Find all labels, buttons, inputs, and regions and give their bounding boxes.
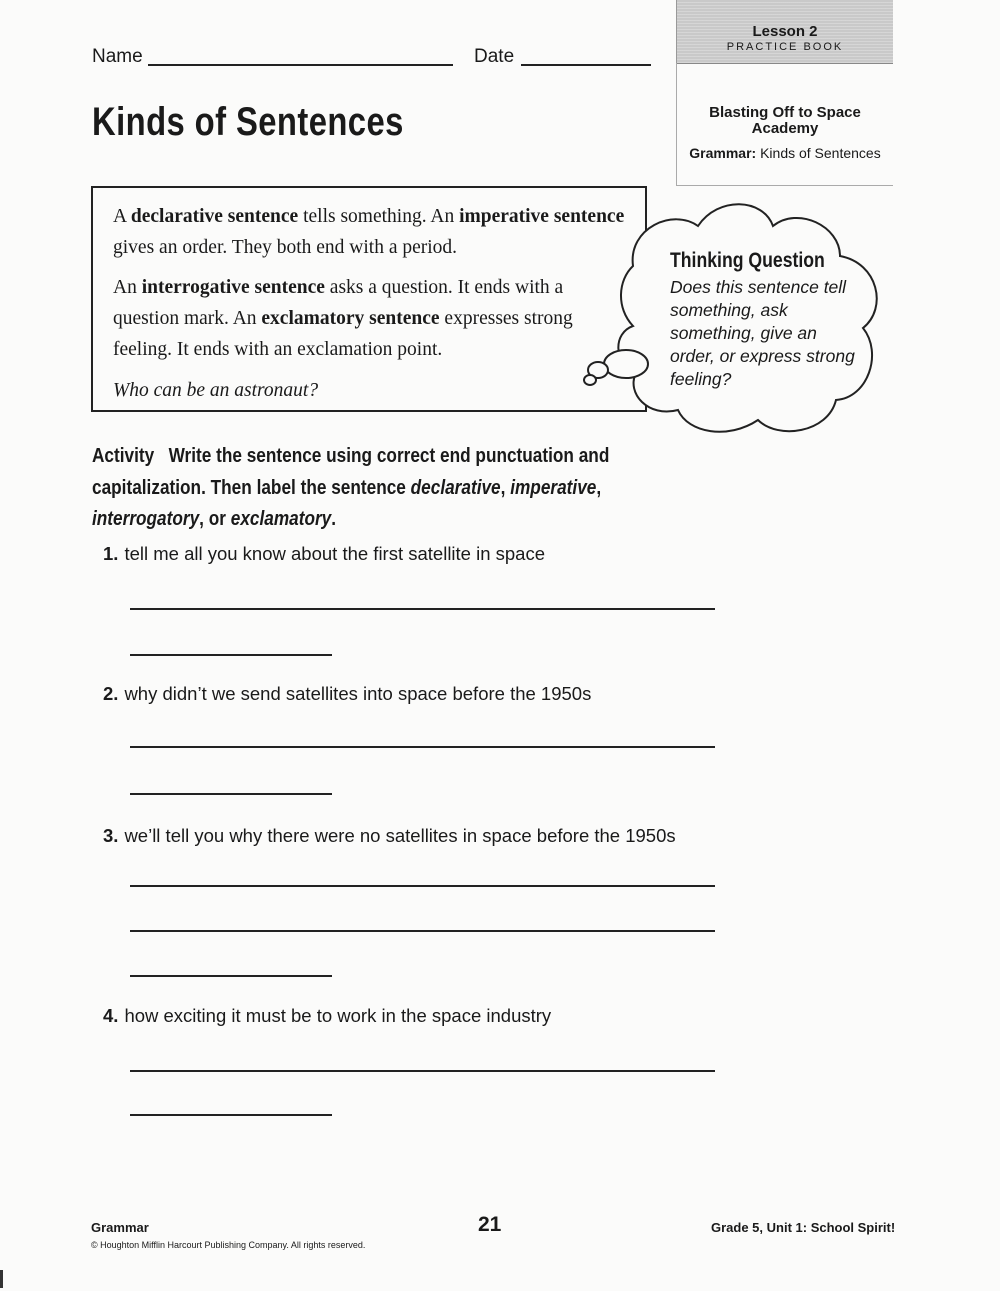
story-title-line2: Academy xyxy=(751,120,819,137)
question-number: 2. xyxy=(103,683,119,704)
question-text: we’ll tell you why there were no satellites in space before the 1950s xyxy=(124,825,676,846)
rule-text: A xyxy=(113,206,131,227)
separator: , or xyxy=(199,507,231,530)
activity-instructions xyxy=(92,440,610,535)
thinking-question-body: Does this sentence tell something, ask something, give an order, or express strong feeling? xyxy=(670,277,855,389)
answer-line-1b[interactable] xyxy=(130,654,332,656)
name-label: Name xyxy=(92,46,143,67)
activity-text: Write the sentence using correct end punctuation and capitalization. Then label the sentence xyxy=(92,444,610,499)
question-2 xyxy=(103,683,591,705)
footer-copyright: © Houghton Mifflin Harcourt Publishing Company. All rights reserved. xyxy=(91,1240,366,1250)
option-imperative: imperative xyxy=(510,475,597,499)
option-interrogatory: interrogatory xyxy=(92,507,200,530)
question-number: 3. xyxy=(103,825,119,846)
answer-line-4b[interactable] xyxy=(130,1114,332,1116)
rule-text: tells something. An xyxy=(298,206,460,227)
rule-paragraph-1 xyxy=(113,201,633,263)
question-number: 4. xyxy=(103,1005,119,1026)
rule-text: An xyxy=(113,277,142,298)
period: . xyxy=(331,507,337,530)
answer-line-3a[interactable] xyxy=(130,885,715,887)
term-bold: exclamatory sentence xyxy=(261,308,440,329)
option-exclamatory: exclamatory xyxy=(230,507,332,530)
footer-unit: Grade 5, Unit 1: School Spirit! xyxy=(711,1220,896,1235)
activity-label: Activity xyxy=(92,444,155,467)
separator: , xyxy=(596,475,602,499)
question-4 xyxy=(103,1005,551,1027)
term-bold: declarative sentence xyxy=(130,206,299,227)
question-number: 1. xyxy=(103,543,119,564)
lesson-tab xyxy=(676,0,893,64)
grammar-topic: Kinds of Sentences xyxy=(760,145,881,161)
separator: , xyxy=(500,475,511,499)
question-text: tell me all you know about the first satellite in space xyxy=(124,543,546,564)
term-bold: imperative sentence xyxy=(459,206,625,227)
name-field[interactable] xyxy=(148,64,453,66)
answer-line-4a[interactable] xyxy=(130,1070,715,1072)
answer-line-3b[interactable] xyxy=(130,930,715,932)
thought-bubble-large xyxy=(604,350,648,378)
answer-line-2b[interactable] xyxy=(130,793,332,795)
rule-text: asks a question. It ends with a question mark. An xyxy=(113,277,564,329)
thinking-question-title: Thinking Question xyxy=(670,249,825,272)
grammar-label: Grammar: xyxy=(689,145,757,161)
page-title: Kinds of Sentences xyxy=(92,100,404,144)
question-1 xyxy=(103,543,545,565)
question-text: why didn’t we send satellites into space before the 1950s xyxy=(124,683,592,704)
page-number: 21 xyxy=(478,1213,502,1236)
story-title-line1: Blasting Off to Space xyxy=(709,104,861,121)
rule-text: gives an order. They both end with a period. xyxy=(113,237,458,258)
rules-box xyxy=(91,186,647,412)
date-label: Date xyxy=(474,46,515,67)
lesson-number: Lesson 2 xyxy=(752,23,818,40)
question-3 xyxy=(103,825,676,847)
answer-line-2a[interactable] xyxy=(130,746,715,748)
story-info-box xyxy=(676,63,893,186)
date-field[interactable] xyxy=(521,64,651,66)
grammar-topic-line xyxy=(677,145,893,161)
footer-subject: Grammar xyxy=(91,1220,149,1235)
answer-line-3c[interactable] xyxy=(130,975,332,977)
rule-text: expresses strong feeling. It ends with an exclamation point. xyxy=(113,308,573,360)
story-title xyxy=(677,105,893,137)
practice-book-label: PRACTICE BOOK xyxy=(726,41,844,53)
example-sentence: Who can be an astronaut? xyxy=(113,380,319,401)
thought-bubble-small xyxy=(584,375,596,385)
rule-paragraph-2 xyxy=(113,272,633,365)
answer-line-1a[interactable] xyxy=(130,608,715,610)
option-declarative: declarative xyxy=(410,475,501,499)
scan-mark xyxy=(0,1270,3,1288)
question-text: how exciting it must be to work in the space industry xyxy=(124,1005,552,1026)
term-bold: interrogative sentence xyxy=(141,277,325,298)
